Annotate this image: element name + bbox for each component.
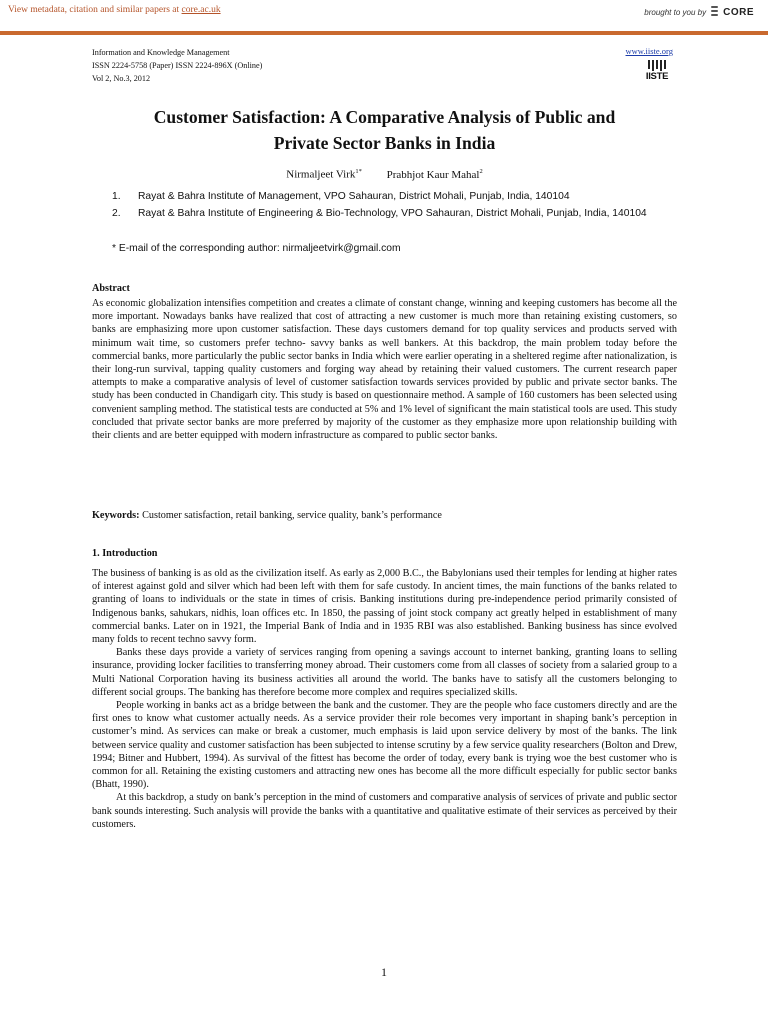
keywords-text: Customer satisfaction, retail banking, service quality, bank’s performance bbox=[139, 510, 442, 521]
abstract-heading: Abstract bbox=[92, 283, 130, 294]
intro-paragraph-1: The business of banking is as old as the civilization itself. As early as 2,000 B.C., the Babylonians used their temples for lending at higher rates of interest against gold and silver which had been left with them for safe custody. In ancient times, the main functions of the banks related to granting of loans to individuals or the state in times of crisis. Banking institutions during pre-independence period primarily consisted of Indigenous banks, sahukars, nidhis, loan offices etc. In 1850, the passing of joint stock company act greatly helped in establishment of many commercial banks. Later on in 1921, the Imperial Bank of India and in 1935 RBI was also established. Banking business has since evolved many folds to recent techno savvy form. bbox=[92, 568, 677, 646]
author-line bbox=[92, 168, 677, 181]
paper-title bbox=[92, 104, 677, 156]
affiliation-number: 2. bbox=[112, 207, 121, 219]
core-link[interactable]: core.ac.uk bbox=[181, 5, 221, 15]
journal-url-link[interactable]: www.iiste.org bbox=[625, 46, 673, 56]
affiliation-number: 1. bbox=[112, 191, 121, 202]
iiste-logo-icon bbox=[645, 60, 669, 71]
affiliation-text: Rayat & Bahra Institute of Management, VPO Sahauran, District Mohali, Punjab, India, 140104 bbox=[138, 191, 570, 202]
paper-title-line-2: Private Sector Banks in India bbox=[273, 133, 496, 153]
iiste-logo bbox=[645, 60, 669, 86]
author-1: Nirmaljeet Virk bbox=[286, 168, 356, 181]
affiliations-list bbox=[112, 190, 672, 223]
author-2: Prabhjot Kaur Mahal bbox=[386, 168, 480, 181]
core-brand[interactable] bbox=[644, 5, 754, 19]
core-banner bbox=[0, 0, 768, 35]
introduction-heading: 1. Introduction bbox=[92, 548, 158, 559]
journal-info bbox=[92, 46, 677, 85]
author-1-marker: 1* bbox=[355, 168, 362, 175]
intro-paragraph-3: People working in banks act as a bridge between the bank and the customer. They are the people who face customers directly and are the first ones to know what customer actually needs. As a service provider their role becomes very important in shaping bank’s perception in customer’s mind. As services can make or break a customer, much emphasis is laid upon service delivery by most of the banks. The link between service quality and customer satisfaction has been subjected to intense scrutiny by a few service quality researchers (Bolton and Drew, 1994; Bitner and Hubbert, 1994). As survival of the fittest has become the order of today, every bank is trying woe the best customer who is common for all. Retaining the existing customers and attracting new ones has become all the more difficult especially for public sector banks (Bhatt, 1990). bbox=[92, 700, 677, 791]
core-logo-icon bbox=[709, 5, 720, 19]
core-metadata-text: View metadata, citation and similar papers at bbox=[8, 5, 180, 15]
iiste-logo-text: IISTE bbox=[645, 71, 669, 82]
journal-issn: ISSN 2224-5758 (Paper) ISSN 2224-896X (Online) bbox=[92, 61, 263, 70]
affiliation-text: Rayat & Bahra Institute of Engineering & Bio-Technology, VPO Sahauran, District Mohali, Punjab, India, 140104 bbox=[138, 207, 647, 219]
core-logo-text: CORE bbox=[723, 6, 754, 18]
introduction-body bbox=[92, 567, 677, 831]
intro-paragraph-2: Banks these days provide a variety of services ranging from opening a savings account to internet banking, granting loans to selling insurance, providing locker facilities to transferring money abroad. Their customers come from all classes of society from a salaried group to a Multi National Corporation having its business activities all around the world. The banks have to satisfy all the customers belonging to different social groups. The banking has therefore become more complex and requires specialized skills. bbox=[92, 647, 677, 698]
journal-volume: Vol 2, No.3, 2012 bbox=[92, 74, 151, 83]
intro-paragraph-4: At this backdrop, a study on bank’s perception in the mind of customers and comparative analysis of services of private and public sector bank sounds interesting. Such analysis will provide the banks with a quantitative and qualitative estimate of their services as perceived by their customers. bbox=[92, 792, 677, 830]
corresponding-email: * E-mail of the corresponding author: nirmaljeetvirk@gmail.com bbox=[112, 243, 401, 254]
abstract-text: As economic globalization intensifies competition and creates a climate of constant change, winning and keeping customers has become all the more important. Nowadays banks have realized that cost of attracting a new customer is much more than retaining existing customers, so banks are emphasizing more upon customer satisfaction. These days customers demand for top quality services and products served with minimum wait time, so customers prefer techno- savvy banks as well bankers. At this backdrop, the main problem today before the commercial banks, more particularly the public sector banks in India which were earlier operating in a sheltered regime after nationalization, is their long-run survival, tapping quality customers and forging way ahead by retaining their valued customers. The current research paper attempts to make a comparative analysis of level of customer satisfaction towards services provided by public and private sector banks. The study has been conducted in Chandigarh city. This study is based on questionnaire method. A sample of 160 customers has been selected using convenient sampling method. The statistical tests are conducted at 5% and 1% level of significant the main statistical tools are used. This study concluded that private sector banks are more preferred by majority of the customer as they emphasize more upon relationship building with their clients and are better equipped with modern infrastructure as compared to public sector banks. bbox=[92, 298, 677, 442]
page-number: 1 bbox=[381, 965, 387, 979]
keywords-label: Keywords: bbox=[92, 510, 140, 521]
keywords-line bbox=[92, 510, 677, 521]
journal-header bbox=[92, 46, 677, 88]
author-2-marker: 2 bbox=[479, 168, 483, 175]
paper-title-line-1: Customer Satisfaction: A Comparative Analysis of Public and bbox=[153, 107, 616, 127]
journal-name: Information and Knowledge Management bbox=[92, 48, 230, 57]
core-metadata-notice bbox=[8, 5, 221, 15]
affiliation-item bbox=[112, 190, 672, 205]
brought-by-text: brought to you by bbox=[644, 7, 707, 17]
affiliation-item bbox=[112, 207, 672, 222]
